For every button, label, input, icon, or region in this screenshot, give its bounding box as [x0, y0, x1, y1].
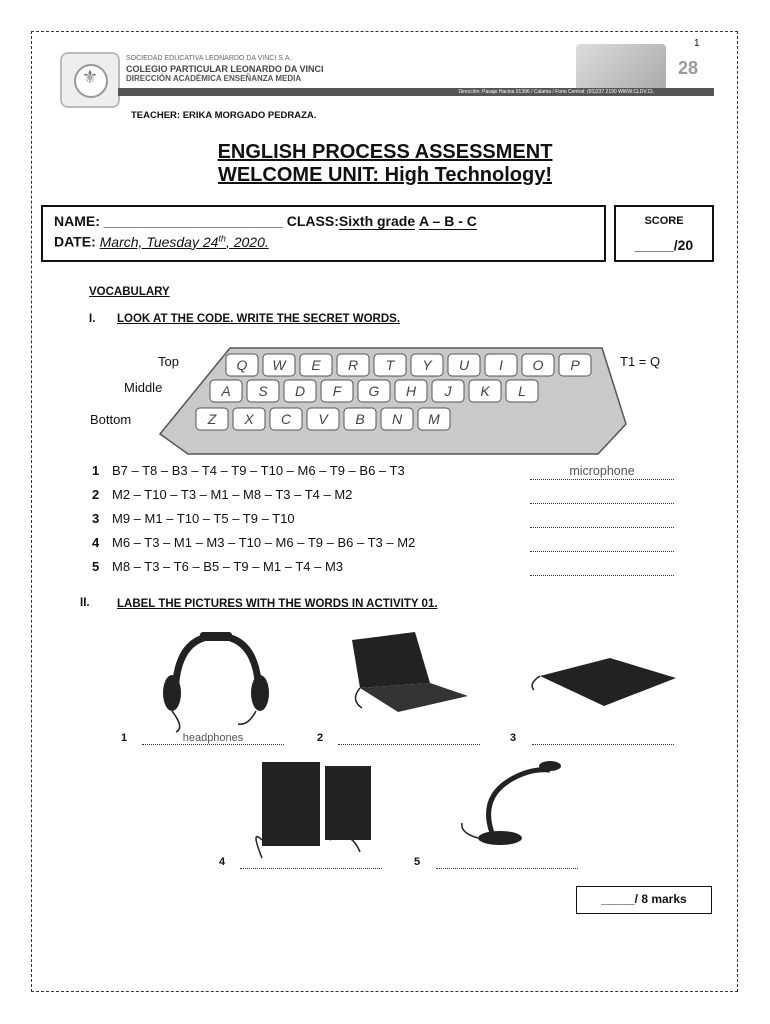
svg-text:H: H: [405, 383, 417, 399]
class-value: Sixth grade: [338, 213, 416, 229]
row-label-bottom: Bottom: [90, 412, 132, 427]
svg-text:M: M: [428, 411, 440, 427]
svg-text:G: G: [368, 383, 380, 399]
exercise-number: 3: [92, 511, 100, 526]
name-label: NAME:: [54, 213, 100, 229]
picture-1-number: 1: [121, 732, 128, 744]
leonardo-portrait-image: [576, 44, 666, 90]
code-sequence: M6 – T3 – M1 – M3 – T10 – M6 – T9 – B6 – T3 – M2: [112, 535, 416, 550]
svg-text:F: F: [332, 383, 342, 399]
exercise-code-5: [92, 559, 343, 574]
keyboard-graphic: [90, 344, 690, 456]
key-m: [418, 408, 450, 430]
answer-blank-4[interactable]: [530, 536, 674, 552]
key-f: [321, 380, 353, 402]
score-box: [614, 205, 714, 262]
svg-text:W: W: [272, 357, 286, 373]
exercise-code-3: [92, 511, 295, 526]
row-label-middle: Middle: [124, 380, 163, 395]
exercise-number: 1: [92, 463, 100, 478]
answer-blank-3[interactable]: [530, 512, 674, 528]
picture-2-answer[interactable]: [338, 732, 480, 745]
title-line-1: ENGLISH PROCESS ASSESSMENT: [217, 141, 553, 163]
svg-text:X: X: [244, 411, 254, 427]
key-s: [247, 380, 279, 402]
code-sequence: M8 – T3 – T6 – B5 – T9 – M1 – T4 – M3: [112, 559, 343, 574]
microphone-icon: [462, 761, 561, 845]
key-e: [300, 354, 332, 376]
speakers-icon: [256, 762, 371, 858]
key-k: [469, 380, 501, 402]
teacher-name: TEACHER: ERIKA MORGADO PEDRAZA.: [131, 110, 317, 121]
picture-3-number: 3: [510, 732, 517, 744]
section-1-title: LOOK AT THE CODE. WRITE THE SECRET WORDS.: [117, 313, 401, 325]
example-code: T1 = Q: [620, 354, 661, 369]
class-groups: A – B - C: [419, 213, 477, 229]
svg-text:V: V: [318, 411, 328, 427]
picture-2-number: 2: [317, 732, 324, 744]
svg-text:S: S: [258, 383, 268, 399]
key-t: [374, 354, 406, 376]
svg-text:I: I: [499, 357, 503, 373]
picture-3-answer[interactable]: [532, 732, 674, 745]
svg-text:Y: Y: [422, 357, 432, 373]
svg-text:J: J: [444, 383, 452, 399]
code-sequence: M9 – M1 – T10 – T5 – T9 – T10: [112, 511, 295, 526]
key-b: [344, 408, 376, 430]
title-line-2: WELCOME UNIT: High Technology!: [217, 164, 553, 186]
svg-text:A: A: [221, 383, 231, 399]
exercise-code-2: [92, 487, 352, 502]
key-v: [307, 408, 339, 430]
key-y: [411, 354, 443, 376]
picture-4-answer[interactable]: [240, 856, 382, 869]
key-n: [381, 408, 413, 430]
code-sequence: B7 – T8 – B3 – T4 – T9 – T10 – M6 – T9 – B6 – T3: [112, 463, 405, 478]
picture-1-answer[interactable]: headphones: [142, 732, 284, 745]
svg-text:L: L: [518, 383, 526, 399]
vocabulary-heading: VOCABULARY: [89, 286, 170, 298]
key-q: [226, 354, 258, 376]
date-value: March, Tuesday 24th, 2020.: [99, 233, 269, 250]
pictures-area: [0, 628, 770, 888]
name-blank[interactable]: _______________________: [103, 213, 283, 229]
picture-4-number: 4: [219, 856, 226, 868]
school-crest-logo: ⚜: [60, 52, 120, 108]
page-number: 1: [694, 38, 700, 49]
school-name-block: SOCIEDAD EDUCATIVA LEONARDO DA VINCI S.A. COLEGIO PARTICULAR LEONARDO DA VINCI DIRECCIÓN ACADÉMICA ENSEÑANZA MEDIA: [126, 55, 324, 83]
keyboard-code-diagram: [90, 344, 690, 456]
picture-5-number: 5: [414, 856, 421, 868]
marks-box[interactable]: _____/ 8 marks: [576, 886, 712, 914]
headphones-icon: [163, 632, 269, 732]
svg-text:C: C: [280, 411, 292, 427]
key-r: [337, 354, 369, 376]
exercise-code-4: [92, 535, 415, 550]
key-l: [506, 380, 538, 402]
svg-text:Z: Z: [207, 411, 217, 427]
row-label-top: Top: [158, 354, 179, 369]
svg-text:R: R: [347, 357, 359, 373]
key-p: [559, 354, 591, 376]
anniversary-badge: 28: [677, 58, 698, 78]
keyboard-icon: [532, 658, 676, 706]
class-label: CLASS:: [286, 213, 339, 229]
svg-text:N: N: [391, 411, 403, 427]
exercise-code-1: [92, 463, 405, 478]
answer-blank-2[interactable]: [530, 488, 674, 504]
svg-text:E: E: [311, 357, 321, 373]
address-bar: Dirección: Pasaje Hacina 01396 / Calama / Fono Central: (55)237 2190 WWW.CLDV.CL: [118, 88, 714, 96]
key-a: [210, 380, 242, 402]
key-g: [358, 380, 390, 402]
answer-blank-1[interactable]: microphone: [530, 464, 674, 480]
score-value[interactable]: _____/20: [634, 237, 694, 253]
key-u: [448, 354, 480, 376]
key-h: [395, 380, 427, 402]
svg-text:U: U: [458, 357, 470, 373]
svg-text:D: D: [294, 383, 306, 399]
key-w: [263, 354, 295, 376]
exercise-number: 4: [92, 535, 100, 550]
svg-text:O: O: [532, 357, 544, 373]
code-sequence: M2 – T10 – T3 – M1 – M8 – T3 – T4 – M2: [112, 487, 353, 502]
key-j: [432, 380, 464, 402]
key-i: [485, 354, 517, 376]
svg-text:P: P: [570, 357, 580, 373]
section-1-number: I.: [89, 313, 96, 325]
section-2-title: LABEL THE PICTURES WITH THE WORDS IN ACTIVITY 01.: [117, 598, 438, 610]
exercise-number: 5: [92, 559, 100, 574]
school-header: [56, 44, 716, 108]
section-2-number: II.: [80, 597, 90, 609]
date-label: DATE:: [54, 233, 96, 250]
key-z: [196, 408, 228, 430]
answer-blank-5[interactable]: [530, 560, 674, 576]
picture-5-answer[interactable]: [436, 856, 578, 869]
student-info-box: [41, 205, 606, 262]
key-c: [270, 408, 302, 430]
svg-text:B: B: [355, 411, 365, 427]
key-o: [522, 354, 554, 376]
svg-text:T: T: [385, 357, 395, 373]
key-d: [284, 380, 316, 402]
key-x: [233, 408, 265, 430]
exercise-number: 2: [92, 487, 100, 502]
svg-text:Q: Q: [236, 357, 248, 373]
score-label: SCORE: [644, 215, 684, 227]
laptop-icon: [352, 632, 468, 712]
svg-text:K: K: [480, 383, 490, 399]
